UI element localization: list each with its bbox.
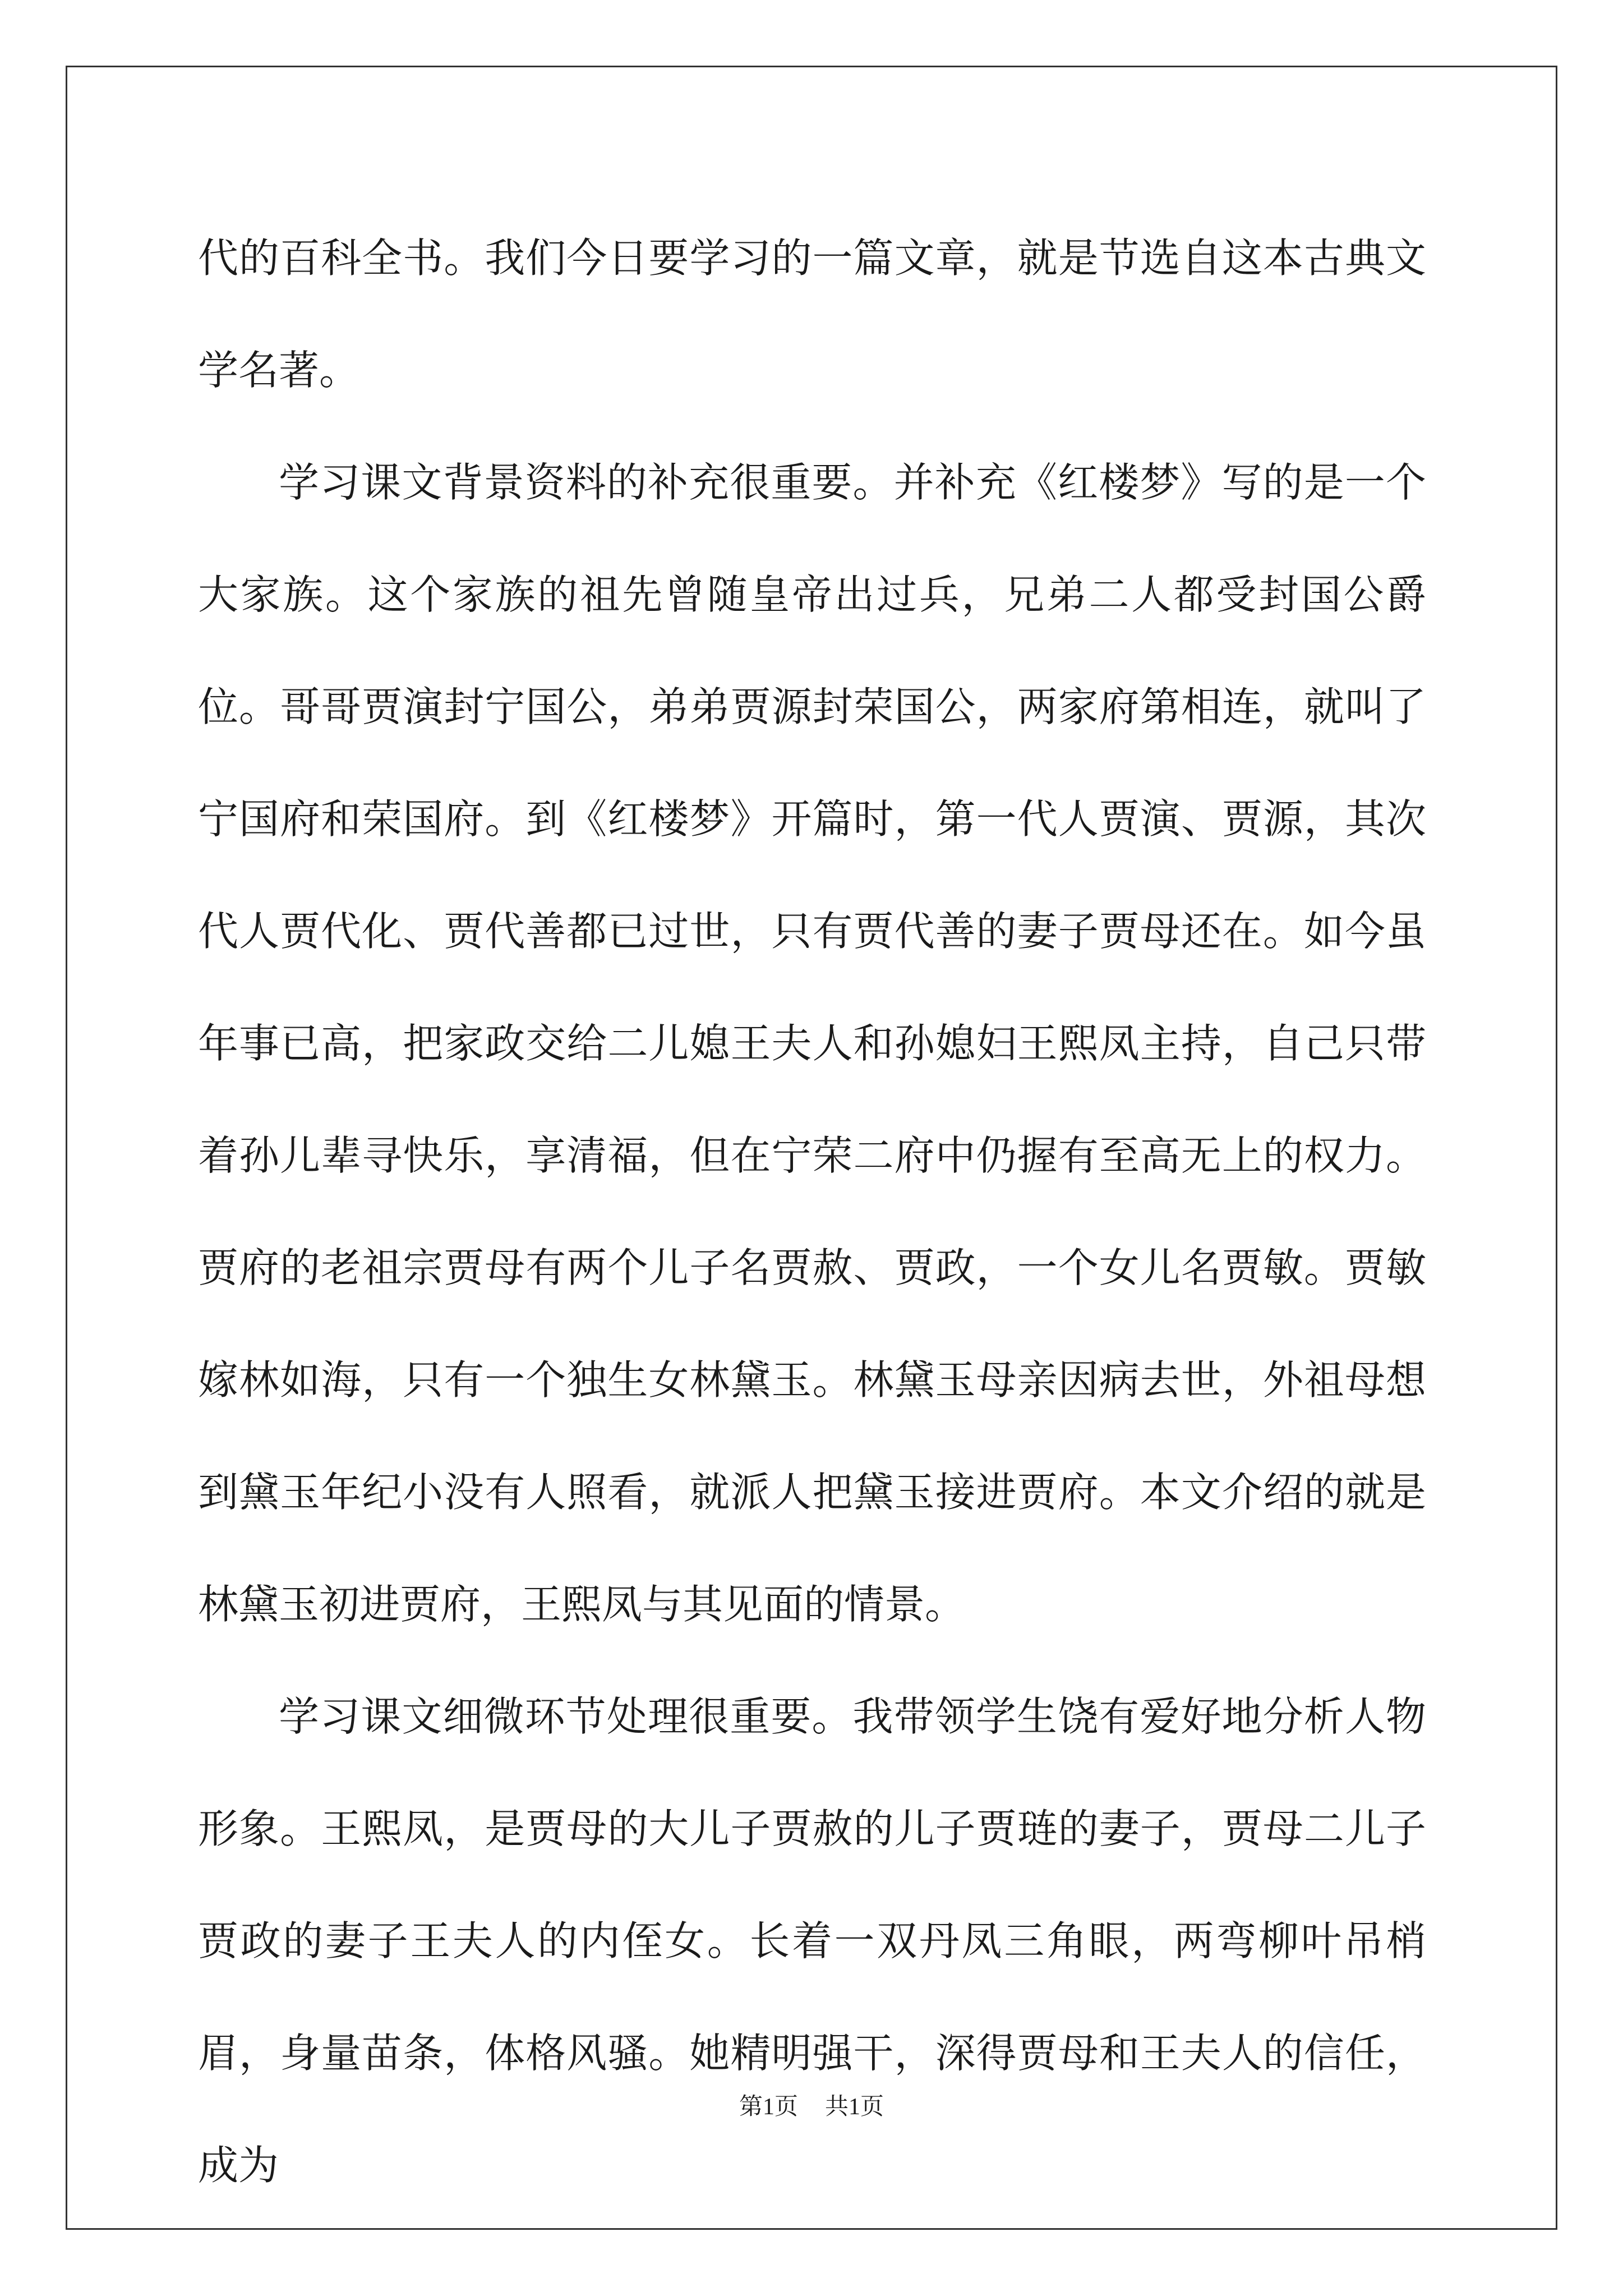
document-body <box>198 202 1426 2221</box>
page-total: 共1页 <box>825 2094 884 2120</box>
paragraph-2: 学习课文背景资料的补充很重要。并补充《红楼梦》写的是一个大家族。这个家族的祖先曾随皇帝出过兵，兄弟二人都受封国公爵位。哥哥贾演封宁国公，弟弟贾源封荣国公，两家府第相连，就叫了宁国府和荣国府。到《红楼梦》开篇时，第一代人贾演、贾源，其次代人贾代化、贾代善都已过世，只有贾代善的妻子贾母还在。如今虽年事已高，把家政交给二儿媳王夫人和孙媳妇王熙凤主持，自己只带着孙儿辈寻快乐，享清福，但在宁荣二府中仍握有至高无上的权力。贾府的老祖宗贾母有两个儿子名贾赦、贾政，一个女儿名贾敏。贾敏嫁林如海，只有一个独生女林黛玉。林黛玉母亲因病去世，外祖母想到黛玉年纪小没有人照看，就派人把黛玉接进贾府。本文介绍的就是林黛玉初进贾府，王熙凤与其见面的情景。 <box>198 459 1426 1628</box>
page-footer <box>0 2088 1623 2122</box>
paragraph-1: 代的百科全书。我们今日要学习的一篇文章，就是节选自这本古典文学名著。 <box>198 234 1426 394</box>
page-number: 第1页 <box>739 2094 798 2120</box>
paragraph-3: 学习课文细微环节处理很重要。我带领学生饶有爱好地分析人物形象。王熙凤，是贾母的大儿子贾赦的儿子贾琏的妻子，贾母二儿子贾政的妻子王夫人的内侄女。长着一双丹凤三角眼，两弯柳叶吊梢眉，身量苗条，体格风骚。她精明强干，深得贾母和王夫人的信任，成为 <box>198 1693 1426 2189</box>
